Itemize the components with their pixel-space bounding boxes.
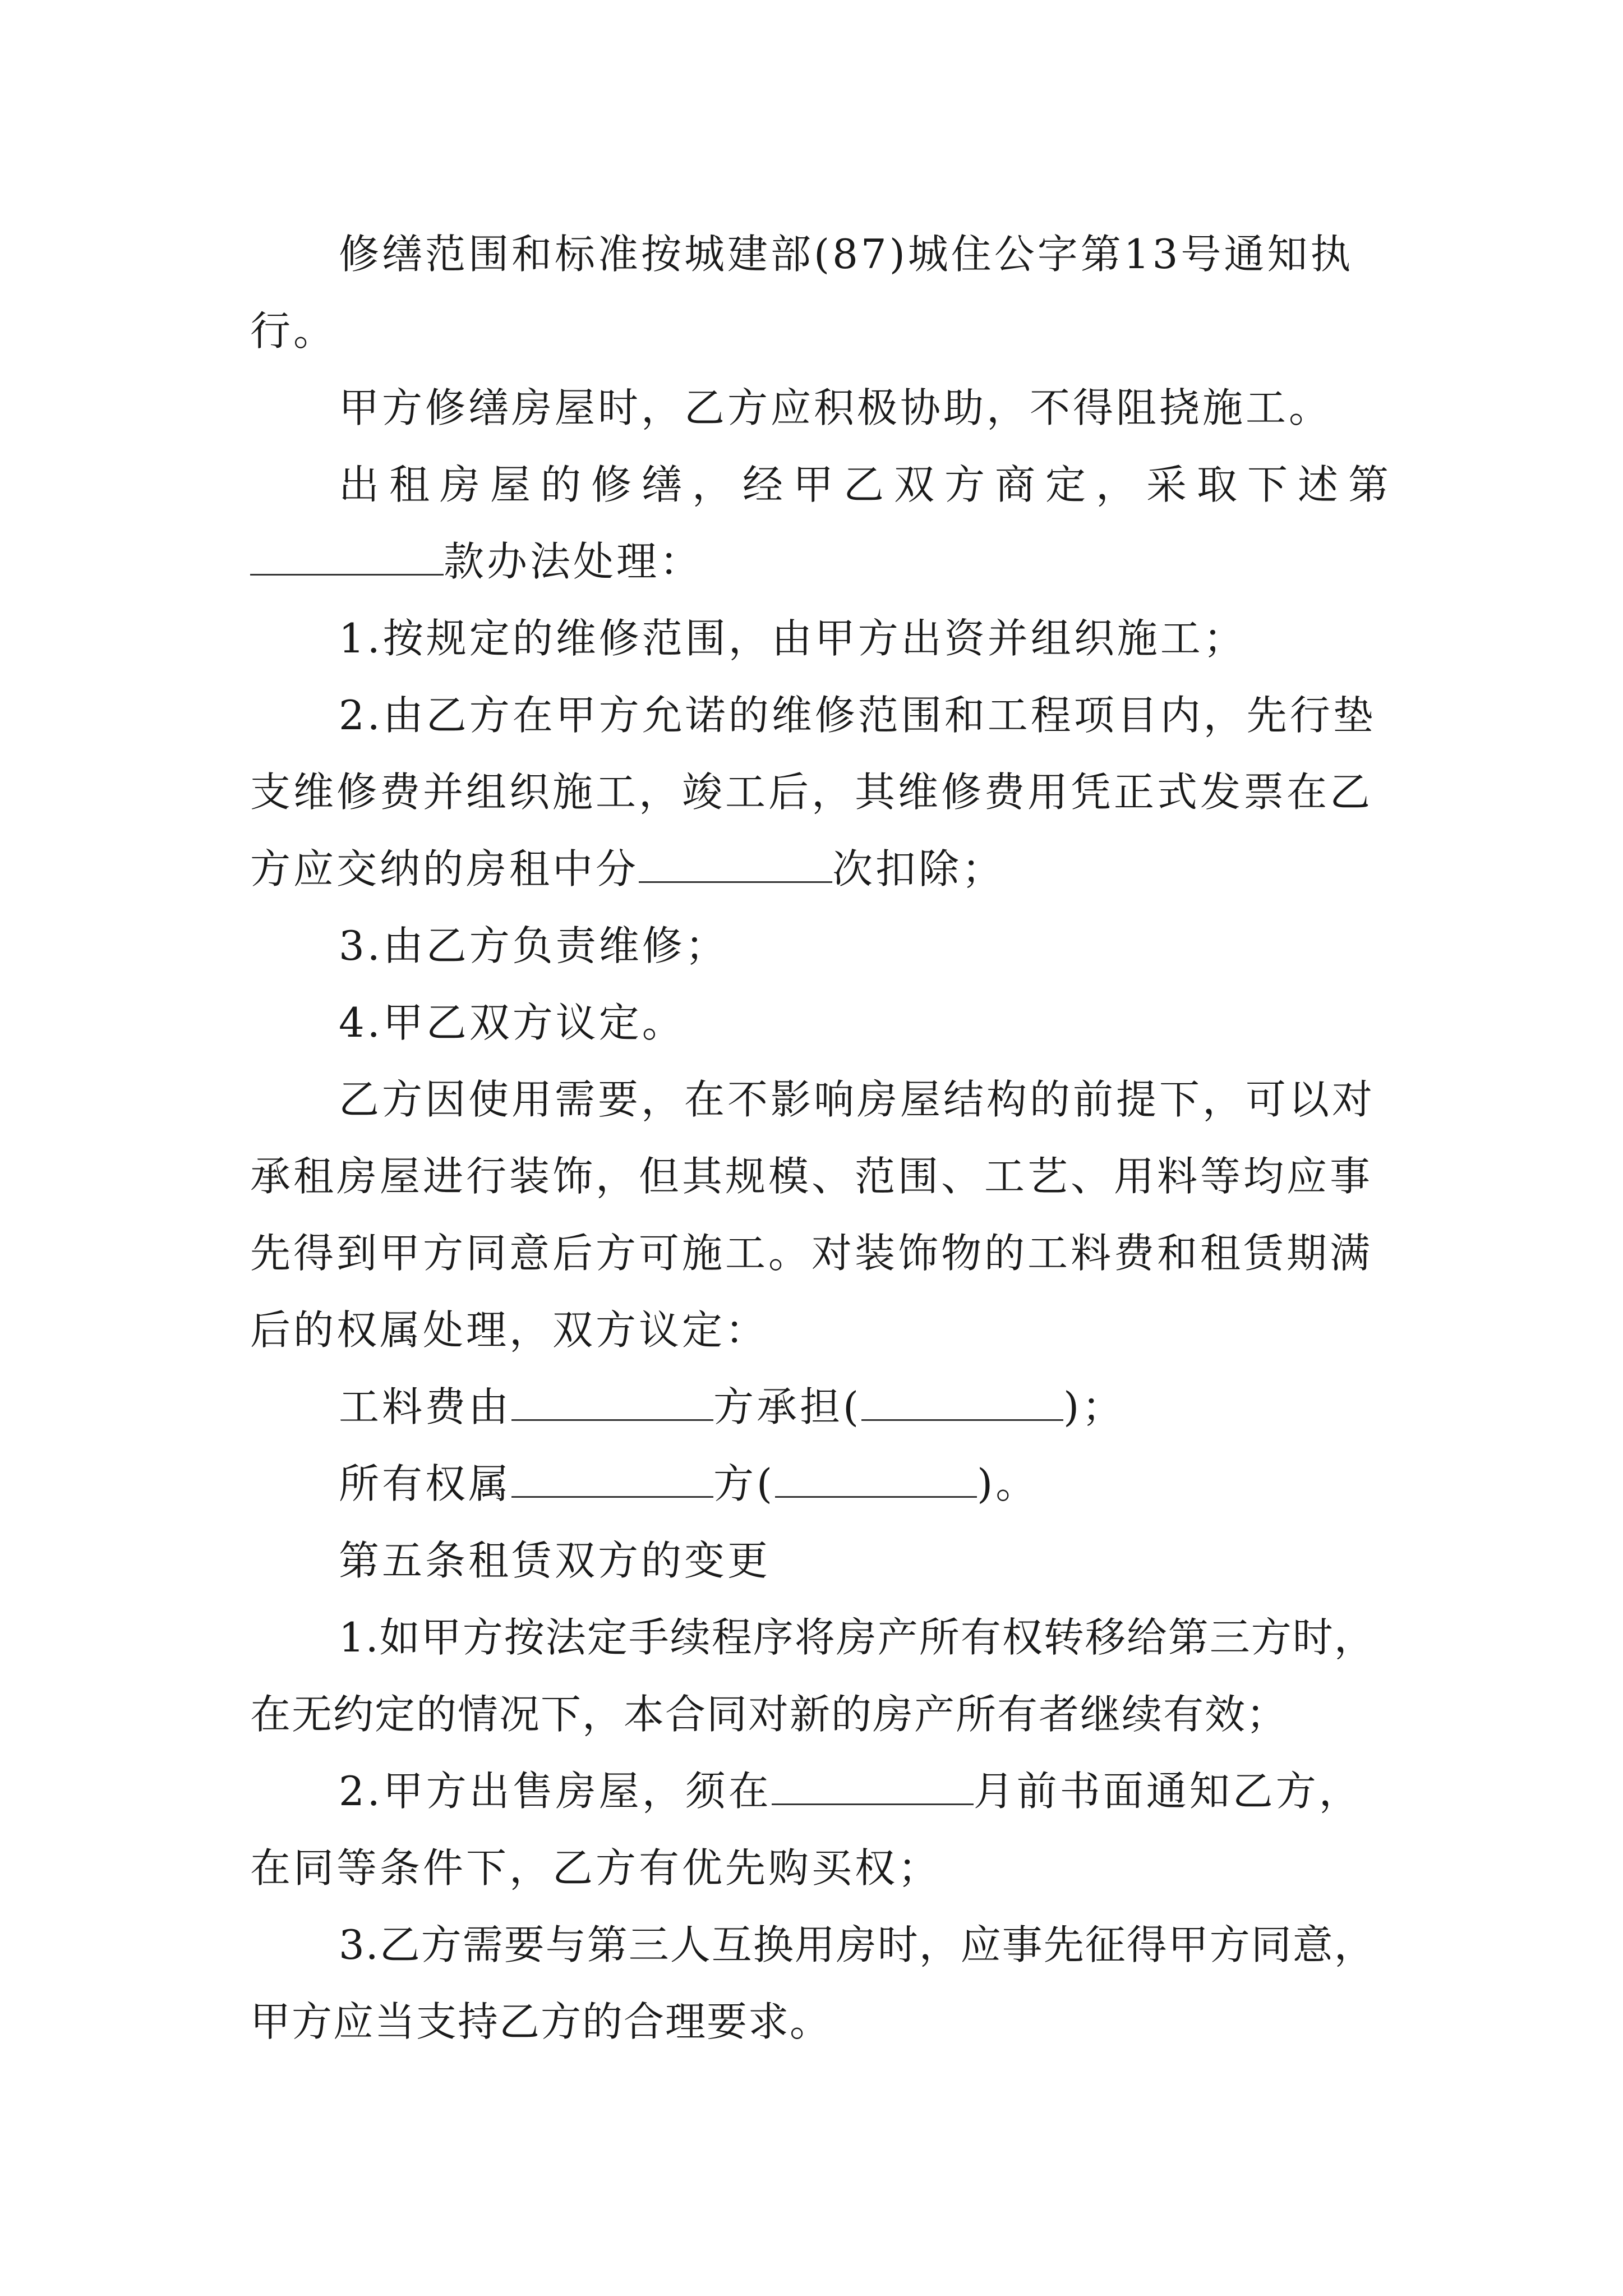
fill-blank-line: [511, 1386, 713, 1421]
text: 1.如甲方按法定手续程序将房产所有权转移给第三方时，在无约定的情况下，本合同对新的房产所有者继续有效；: [250, 1614, 1376, 1738]
document-body: [250, 216, 1391, 2060]
fill-blank-line: [639, 848, 832, 883]
text: 4.甲乙双方议定。: [339, 999, 685, 1046]
text: 修缮范围和标准按城建部(87)城住公字第13号通知执行。: [250, 231, 1354, 355]
change-item-3: [250, 1907, 1391, 2060]
fill-blank-line: [861, 1386, 1063, 1421]
text: 1.按规定的维修范围，由甲方出资并组织施工；: [339, 615, 1247, 662]
paragraph-repair-method-cont: [250, 523, 1391, 600]
change-item-2: [250, 1753, 1391, 1907]
paragraph-decoration: [250, 1061, 1391, 1369]
text: 方(: [713, 1460, 776, 1507]
text: 3.乙方需要与第三人互换用房时，应事先征得甲方同意，甲方应当支持乙方的合理要求。: [250, 1921, 1376, 2045]
list-item-1: [250, 600, 1391, 677]
list-item-3: [250, 908, 1391, 984]
fill-blank-line: [511, 1462, 713, 1498]
section-heading-article-5: [250, 1522, 1391, 1599]
fill-blank-line: [775, 1462, 977, 1498]
text: 出租房屋的修缮，经甲乙双方商定，采取下述第: [339, 461, 1391, 508]
text: 次扣除；: [832, 845, 1006, 892]
text: 工料费由: [339, 1383, 512, 1430]
text: 乙方因使用需要，在不影响房屋结构的前提下，可以对承租房屋进行装饰，但其规模、范围、工艺、用料等均应事先得到甲方同意后方可施工。对装饰物的工料费和租赁期满后的权属处理，双方议定：: [250, 1076, 1376, 1354]
text: 款办法处理：: [444, 538, 703, 585]
text: 所有权属: [339, 1460, 512, 1507]
paragraph-material-cost: [250, 1369, 1391, 1446]
text: 甲方修缮房屋时，乙方应积极协助，不得阻挠施工。: [339, 384, 1332, 431]
text: 2.由乙方在甲方允诺的维修范围和工程项目内，先行垫支维修费并组织施工，竣工后，其维修费用凭正式发票在乙方应交纳的房租中分: [250, 692, 1376, 892]
paragraph-repair-assist: [250, 370, 1391, 447]
text: 月前书面通知乙方，在同等条件下，乙方有优先购买权；: [250, 1768, 1362, 1892]
fill-blank-line: [772, 1770, 974, 1805]
text: 方承担(: [713, 1383, 862, 1430]
fill-blank-line: [250, 540, 444, 576]
text: 3.由乙方负责维修；: [339, 922, 728, 969]
text: )；: [1063, 1383, 1126, 1430]
text: 第五条租赁双方的变更: [339, 1537, 771, 1584]
list-item-2: [250, 677, 1391, 908]
change-item-1: [250, 1599, 1391, 1753]
paragraph-repair-scope: [250, 216, 1391, 370]
paragraph-ownership: [250, 1446, 1391, 1522]
paragraph-repair-method: [250, 447, 1391, 523]
list-item-4: [250, 984, 1391, 1061]
text: 2.甲方出售房屋，须在: [339, 1768, 772, 1815]
text: )。: [977, 1460, 1039, 1507]
